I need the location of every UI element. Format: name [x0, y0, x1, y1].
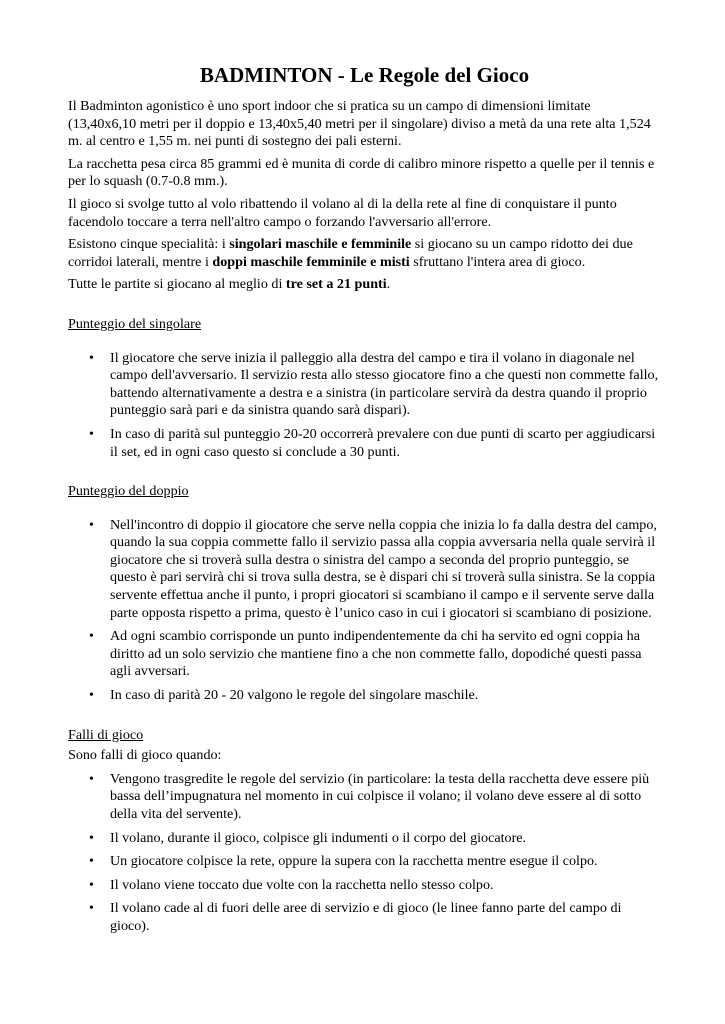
bullet-icon: •	[89, 900, 94, 917]
section-heading: Punteggio del doppio	[68, 483, 189, 500]
list-item-text: In caso di parità sul punteggio 20-20 occorrerà prevalere con due punti di scarto per aggiudicarsi il set, ed in ogni caso questo si conclude a 30 punti.	[110, 425, 656, 460]
list-item-text: Il volano cade al di fuori delle aree di servizio e di gioco (le linee fanno parte del campo di gioco).	[110, 900, 622, 934]
list-item	[68, 853, 661, 871]
text-run: sfruttano l'intera area di gioco.	[409, 253, 586, 270]
text-run: La racchetta pesa circa 85 grammi ed è munita di corde di calibro minore rispetto a quelle per il tennis e per lo squash (0.7-0.8 mm.).	[68, 155, 655, 190]
intro-paragraph	[68, 276, 661, 294]
bullet-icon: •	[89, 829, 94, 846]
intro-paragraph	[68, 156, 661, 191]
bullet-icon: •	[89, 628, 94, 645]
bold-text: tre set a 21 punti	[285, 276, 387, 293]
list-item-text: In caso di parità 20 - 20 valgono le regole del singolare maschile.	[110, 687, 479, 704]
bullet-list	[68, 350, 661, 462]
section-falli	[68, 727, 661, 936]
section-singolare	[68, 316, 661, 461]
list-item-text: Vengono trasgredite le regole del servizio (in particolare: la testa della racchetta deve essere più bassa dell’impugnatura nel momento in cui colpisce il volano; il volano deve essere al di sotto della vita del servente).	[110, 770, 650, 822]
section-doppio	[68, 483, 661, 705]
section-heading: Falli di gioco	[68, 726, 144, 743]
list-item	[68, 830, 661, 848]
bullet-list	[68, 517, 661, 705]
bullet-icon: •	[89, 687, 94, 704]
text-run: Il gioco si svolge tutto al volo ribattendo il volano al di la della rete al fine di conquistare il punto facendolo toccare a terra nell'altro campo o forzando l'avversario all'errore.	[68, 195, 617, 230]
intro-paragraphs	[68, 98, 661, 294]
bullet-icon: •	[89, 516, 94, 533]
intro-paragraph	[68, 98, 661, 151]
list-item	[68, 877, 661, 895]
list-item-text: Il giocatore che serve inizia il palleggio alla destra del campo e tira il volano in diagonale nel campo dell'avversario. Il servizio resta allo stesso giocatore fino a che questi non commette fallo, battendo alternativamente a destra e a sinistra (in particolare servirà da destra quando il proprio punteggio sarà pari e da sinistra quando sarà dispari).	[110, 349, 659, 419]
list-item-text: Un giocatore colpisce la rete, oppure la supera con la racchetta mentre esegue il colpo.	[110, 853, 598, 870]
intro-paragraph	[68, 236, 661, 271]
list-item	[68, 687, 661, 705]
list-item-text: Il volano viene toccato due volte con la racchetta nello stesso colpo.	[110, 876, 494, 893]
text-run: Il Badminton agonistico è uno sport indoor che si pratica su un campo di dimensioni limitate (13,40x6,10 metri per il doppio e 13,40x5,40 metri per il singolare) diviso a metà da una rete alta 1,524 m. al centro e 1,55 m. nei punti di sostegno dei pali esterni.	[68, 98, 651, 150]
text-run: Esistono cinque specialità: i	[68, 236, 230, 253]
bullet-icon: •	[89, 349, 94, 366]
list-item	[68, 350, 661, 420]
list-item	[68, 517, 661, 623]
section-heading: Punteggio del singolare	[68, 315, 202, 332]
list-item	[68, 771, 661, 824]
list-item-text: Il volano, durante il gioco, colpisce gli indumenti o il corpo del giocatore.	[110, 829, 527, 846]
text-run: .	[386, 276, 391, 293]
bullet-list	[68, 771, 661, 936]
text-run: Tutte le partite si giocano al meglio di	[68, 276, 286, 293]
bullet-icon: •	[89, 425, 94, 442]
text-run: si giocano su un campo ridotto dei due corridoi laterali, mentre i	[68, 236, 633, 270]
list-item	[68, 900, 661, 935]
bullet-icon: •	[89, 876, 94, 893]
list-item-text: Nell'incontro di doppio il giocatore che serve nella coppia che inizia lo fa dalla destra del campo, quando la sua coppia commette fallo il servizio passa alla coppia avversaria nella quale servirà il giocatore che si troverà sulla destra o sinistra del campo a seconda del proprio punteggio, se questo è pari servirà chi si trova sulla destra, se è dispari chi si troverà sulla sinistra. Se la coppia servente effettua anche il punto, i propri giocatori si scambiano il campo e il servente serve dalla parte opposta rispetto a prima, questo è l’unico caso in cui i giocatori si scambiano di posizione.	[110, 516, 657, 621]
section-subtitle: Sono falli di gioco quando:	[68, 747, 222, 764]
bullet-icon: •	[89, 853, 94, 870]
intro-paragraph	[68, 196, 661, 231]
list-item-text: Ad ogni scambio corrisponde un punto indipendentemente da chi ha servito ed ogni coppia ha diritto ad un solo servizio che mantiene fino a che non commette fallo, dopodiché questi passa agli avversari.	[110, 628, 642, 680]
list-item	[68, 628, 661, 681]
bold-text: singolari maschile e femminile	[229, 236, 412, 253]
bold-text: doppi maschile femminile e misti	[212, 253, 410, 270]
bullet-icon: •	[89, 770, 94, 787]
document-title: BADMINTON - Le Regole del Gioco	[199, 63, 530, 87]
list-item	[68, 426, 661, 461]
